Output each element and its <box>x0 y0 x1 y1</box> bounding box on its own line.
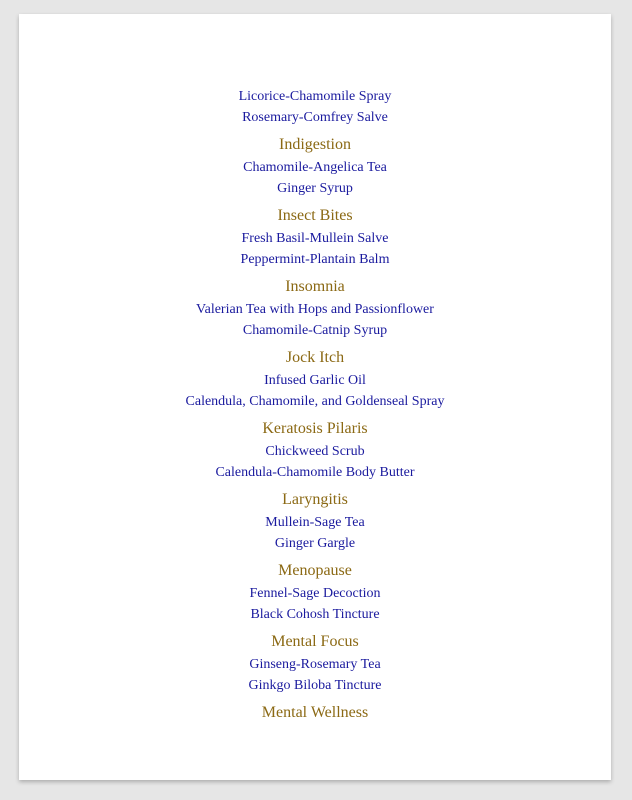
toc-link[interactable]: Valerian Tea with Hops and Passionflower <box>196 302 434 317</box>
section-heading: Mental Focus <box>271 633 359 650</box>
toc-section <box>19 86 611 128</box>
toc-section <box>19 348 611 412</box>
section-heading: Keratosis Pilaris <box>262 420 368 437</box>
toc-link[interactable]: Chickweed Scrub <box>265 444 365 459</box>
toc-section <box>19 277 611 341</box>
toc-section <box>19 135 611 199</box>
toc-section <box>19 703 611 722</box>
toc-link[interactable]: Calendula-Chamomile Body Butter <box>215 465 415 480</box>
section-heading: Insomnia <box>285 278 345 295</box>
toc-link[interactable]: Fresh Basil-Mullein Salve <box>241 231 389 246</box>
toc-section <box>19 206 611 270</box>
toc-link[interactable]: Peppermint-Plantain Balm <box>240 252 390 267</box>
toc-link[interactable]: Black Cohosh Tincture <box>250 607 380 622</box>
toc-link[interactable]: Calendula, Chamomile, and Goldenseal Spray <box>185 394 445 409</box>
section-heading: Mental Wellness <box>261 704 369 721</box>
toc-link[interactable]: Ginger Syrup <box>277 181 353 196</box>
section-heading: Indigestion <box>279 136 351 153</box>
toc-section <box>19 419 611 483</box>
section-heading: Menopause <box>278 562 352 579</box>
toc-link[interactable]: Fennel-Sage Decoction <box>249 586 381 601</box>
toc-link[interactable]: Chamomile-Catnip Syrup <box>242 323 388 338</box>
toc-section <box>19 490 611 554</box>
table-of-contents <box>19 86 611 725</box>
toc-section <box>19 561 611 625</box>
toc-link[interactable]: Chamomile-Angelica Tea <box>243 160 387 175</box>
toc-link[interactable]: Mullein-Sage Tea <box>265 515 365 530</box>
section-heading: Insect Bites <box>277 207 353 224</box>
section-heading: Laryngitis <box>282 491 348 508</box>
toc-section <box>19 632 611 696</box>
toc-link[interactable]: Infused Garlic Oil <box>264 373 366 388</box>
toc-link[interactable]: Licorice-Chamomile Spray <box>238 89 392 104</box>
toc-link[interactable]: Ginger Gargle <box>274 536 356 551</box>
document-page <box>19 14 611 780</box>
toc-link[interactable]: Ginseng-Rosemary Tea <box>249 657 381 672</box>
section-heading: Jock Itch <box>285 349 345 366</box>
toc-link[interactable]: Rosemary-Comfrey Salve <box>242 110 388 125</box>
toc-link[interactable]: Ginkgo Biloba Tincture <box>248 678 382 693</box>
